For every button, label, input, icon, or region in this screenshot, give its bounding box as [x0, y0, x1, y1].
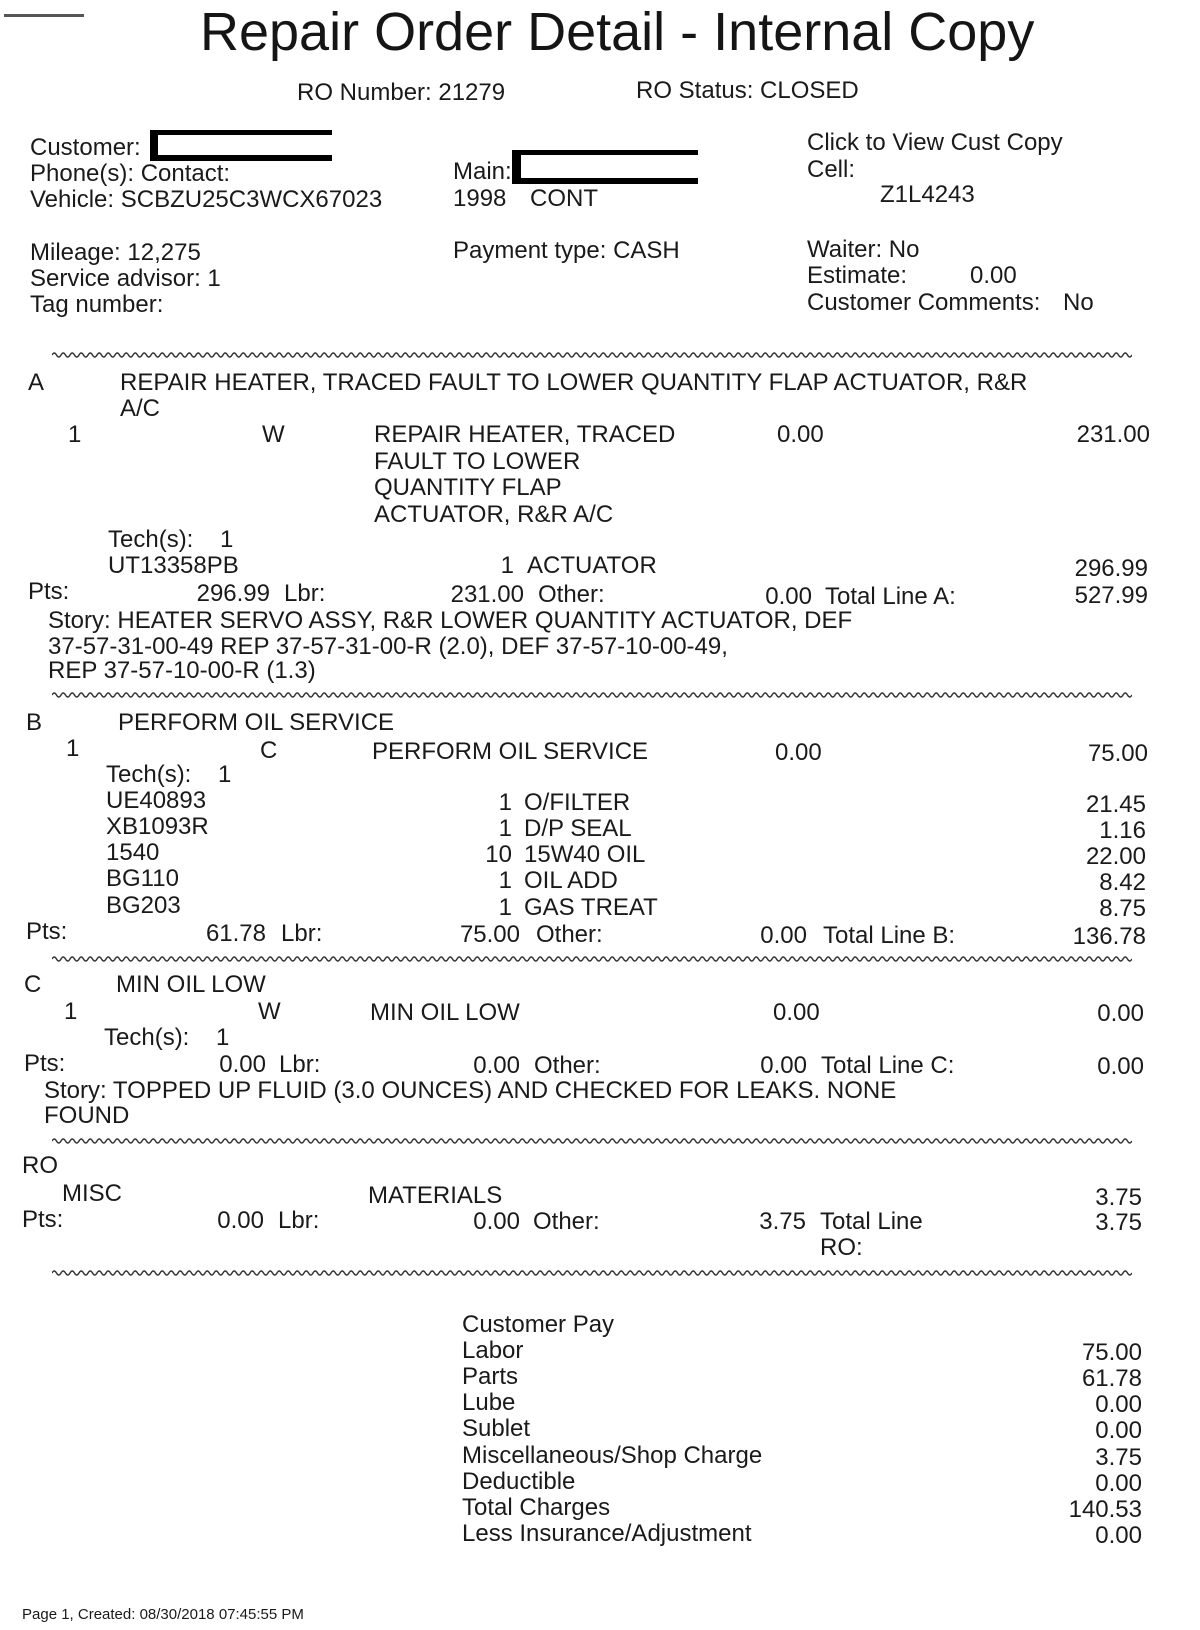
total-line-value: 136.78: [1072, 923, 1146, 950]
separator: [52, 1268, 1132, 1278]
op-number: 1: [68, 421, 82, 448]
other-value: 0.00: [765, 583, 812, 610]
lbr-label: Lbr:: [278, 1207, 320, 1234]
customer-comments-value: No: [1063, 289, 1094, 316]
lbr-value: 0.00: [473, 1208, 520, 1235]
op-amount: 75.00: [1087, 740, 1148, 767]
lbr-label: Lbr:: [281, 920, 323, 947]
part-qty: 1: [500, 552, 514, 579]
part-qty: 1: [498, 894, 512, 921]
op-description: REPAIR HEATER, TRACED: [374, 421, 676, 448]
line-letter: B: [26, 709, 43, 736]
total-line-value: 527.99: [1074, 582, 1148, 609]
summary-label: Sublet: [462, 1415, 531, 1442]
techs-label: Tech(s):: [108, 526, 194, 553]
techs-value: 1: [216, 1024, 230, 1051]
summary-value: 0.00: [1095, 1391, 1142, 1418]
techs-label: Tech(s):: [104, 1024, 190, 1051]
techs-label: Tech(s):: [106, 761, 192, 788]
part-desc: ACTUATOR: [527, 552, 657, 579]
line-letter: RO: [22, 1152, 58, 1179]
view-cust-copy-link[interactable]: Click to View Cust Copy: [807, 129, 1063, 156]
line-title: MIN OIL LOW: [116, 971, 266, 998]
op-type: C: [260, 737, 278, 764]
story-label: Story:: [48, 607, 111, 634]
misc-amount: 3.75: [1095, 1184, 1142, 1211]
summary-value: 75.00: [1081, 1339, 1142, 1366]
tag-code: Z1L4243: [880, 181, 975, 208]
op-number: 1: [66, 735, 80, 762]
summary-value: 0.00: [1095, 1470, 1142, 1497]
techs-value: 1: [220, 526, 234, 553]
cell-label: Cell:: [807, 156, 856, 183]
separator: [52, 954, 1132, 964]
op-number: 1: [64, 998, 78, 1025]
op-amount: 231.00: [1076, 421, 1150, 448]
op-description: ACTUATOR, R&R A/C: [374, 501, 614, 528]
total-line-label: Total Line A:: [825, 583, 956, 610]
summary-label: Deductible: [462, 1468, 576, 1495]
total-line-label: Total Line C:: [821, 1052, 955, 1079]
part-qty: 10: [485, 841, 512, 868]
op-description: PERFORM OIL SERVICE: [372, 738, 649, 765]
vehicle-make: CONT: [530, 185, 598, 212]
part-desc: D/P SEAL: [524, 815, 632, 842]
misc-description: MATERIALS: [368, 1182, 503, 1209]
lbr-label: Lbr:: [284, 580, 326, 607]
story-line: 37-57-31-00-49 REP 37-57-31-00-R (2.0), DEF 37-57-10-00-49,: [48, 633, 728, 660]
op-description: MIN OIL LOW: [370, 999, 520, 1026]
pts-label: Pts:: [26, 918, 68, 945]
story-line: REP 37-57-10-00-R (1.3): [48, 657, 316, 684]
customer-comments-label: Customer Comments:: [807, 289, 1041, 316]
pts-value: 0.00: [217, 1207, 264, 1234]
part-number: UT13358PB: [108, 552, 239, 579]
total-line-value: 3.75: [1095, 1209, 1142, 1236]
story-line: FOUND: [44, 1102, 130, 1129]
waiter: Waiter: No: [807, 236, 920, 263]
techs-value: 1: [218, 761, 232, 788]
line-letter: C: [24, 971, 42, 998]
op-zero: 0.00: [773, 999, 820, 1026]
pts-label: Pts:: [24, 1050, 66, 1077]
payment-type: Payment type: CASH: [453, 237, 680, 264]
summary-value: 61.78: [1081, 1365, 1142, 1392]
customer-label: Customer:: [30, 134, 141, 161]
ro-number: RO Number: 21279: [297, 79, 506, 106]
page-title: Repair Order Detail - Internal Copy: [200, 2, 1035, 62]
part-number: BG203: [106, 892, 181, 919]
part-desc: OIL ADD: [524, 867, 618, 894]
part-number: XB1093R: [106, 813, 209, 840]
summary-value: 140.53: [1068, 1496, 1142, 1523]
total-line-label: RO:: [820, 1234, 863, 1261]
line-title: PERFORM OIL SERVICE: [118, 709, 395, 736]
misc-label: MISC: [62, 1180, 122, 1207]
lbr-value: 0.00: [473, 1052, 520, 1079]
mileage: Mileage: 12,275: [30, 239, 201, 266]
summary-heading: Customer Pay: [462, 1311, 615, 1338]
other-label: Other:: [536, 921, 603, 948]
scan-mark: [4, 14, 84, 17]
op-zero: 0.00: [777, 421, 824, 448]
lbr-label: Lbr:: [279, 1051, 321, 1078]
vehicle-year: 1998: [453, 185, 507, 212]
story-text: [48, 608, 852, 634]
part-qty: 1: [498, 867, 512, 894]
part-amount: 8.75: [1099, 895, 1146, 922]
estimate-label: Estimate:: [807, 262, 908, 289]
lbr-value: 75.00: [459, 921, 520, 948]
part-amount: 21.45: [1085, 791, 1146, 818]
other-label: Other:: [533, 1208, 600, 1235]
pts-label: Pts:: [28, 578, 70, 605]
summary-label: Miscellaneous/Shop Charge: [462, 1442, 763, 1469]
op-zero: 0.00: [775, 739, 822, 766]
estimate-value: 0.00: [970, 262, 1017, 289]
pts-value: 296.99: [196, 580, 270, 607]
line-title: A/C: [120, 395, 161, 422]
part-desc: GAS TREAT: [524, 894, 658, 921]
op-amount: 0.00: [1097, 1000, 1144, 1027]
summary-label: Parts: [462, 1363, 519, 1390]
pts-value: 61.78: [205, 920, 266, 947]
redaction-bar: [512, 150, 698, 155]
other-value: 0.00: [760, 922, 807, 949]
page-footer: Page 1, Created: 08/30/2018 07:45:55 PM: [22, 1606, 304, 1623]
op-type: W: [262, 421, 285, 448]
vehicle-vin: Vehicle: SCBZU25C3WCX67023: [30, 186, 383, 213]
op-description: FAULT TO LOWER: [374, 448, 581, 475]
separator: [52, 350, 1132, 360]
summary-label: Total Charges: [462, 1494, 611, 1521]
service-advisor: Service advisor: 1: [30, 265, 221, 292]
part-number: BG110: [106, 865, 179, 892]
separator: [52, 690, 1132, 700]
phones-label: Phone(s): Contact:: [30, 160, 231, 187]
other-value: 0.00: [760, 1052, 807, 1079]
part-desc: 15W40 OIL: [524, 841, 646, 868]
other-label: Other:: [538, 581, 605, 608]
total-line-value: 0.00: [1097, 1053, 1144, 1080]
total-line-label: Total Line B:: [823, 922, 956, 949]
story-label: Story:: [44, 1077, 107, 1104]
part-amount: 22.00: [1085, 843, 1146, 870]
part-qty: 1: [498, 789, 512, 816]
pts-value: 0.00: [219, 1051, 266, 1078]
redaction-bar: [512, 178, 698, 184]
summary-label: Labor: [462, 1337, 524, 1364]
story-line: HEATER SERVO ASSY, R&R LOWER QUANTITY ACTUATOR, DEF: [117, 607, 853, 634]
summary-label: Less Insurance/Adjustment: [462, 1520, 752, 1547]
part-number: 1540: [106, 839, 160, 866]
ro-status: RO Status: CLOSED: [636, 77, 859, 104]
summary-label: Lube: [462, 1389, 516, 1416]
separator: [52, 1136, 1132, 1146]
summary-value: 0.00: [1095, 1417, 1142, 1444]
lbr-value: 231.00: [450, 581, 524, 608]
summary-value: 3.75: [1095, 1444, 1142, 1471]
tag-number: Tag number:: [30, 291, 164, 318]
other-value: 3.75: [759, 1208, 806, 1235]
line-title: REPAIR HEATER, TRACED FAULT TO LOWER QUANTITY FLAP ACTUATOR, R&R: [120, 369, 1028, 396]
op-description: QUANTITY FLAP: [374, 474, 562, 501]
story-text: [44, 1078, 896, 1104]
part-amount: 8.42: [1099, 869, 1146, 896]
part-desc: O/FILTER: [524, 789, 631, 816]
story-line: TOPPED UP FLUID (3.0 OUNCES) AND CHECKED FOR LEAKS. NONE: [112, 1077, 897, 1104]
main-phone-label: Main:: [453, 158, 512, 185]
part-amount: 1.16: [1099, 817, 1146, 844]
summary-value: 0.00: [1095, 1522, 1142, 1549]
part-qty: 1: [498, 815, 512, 842]
part-amount: 296.99: [1074, 555, 1148, 582]
op-type: W: [258, 998, 281, 1025]
total-line-label: Total Line: [820, 1208, 923, 1235]
redaction-bar: [150, 130, 332, 135]
line-letter: A: [28, 369, 45, 396]
pts-label: Pts:: [22, 1206, 64, 1233]
part-number: UE40893: [106, 787, 207, 814]
other-label: Other:: [534, 1052, 601, 1079]
